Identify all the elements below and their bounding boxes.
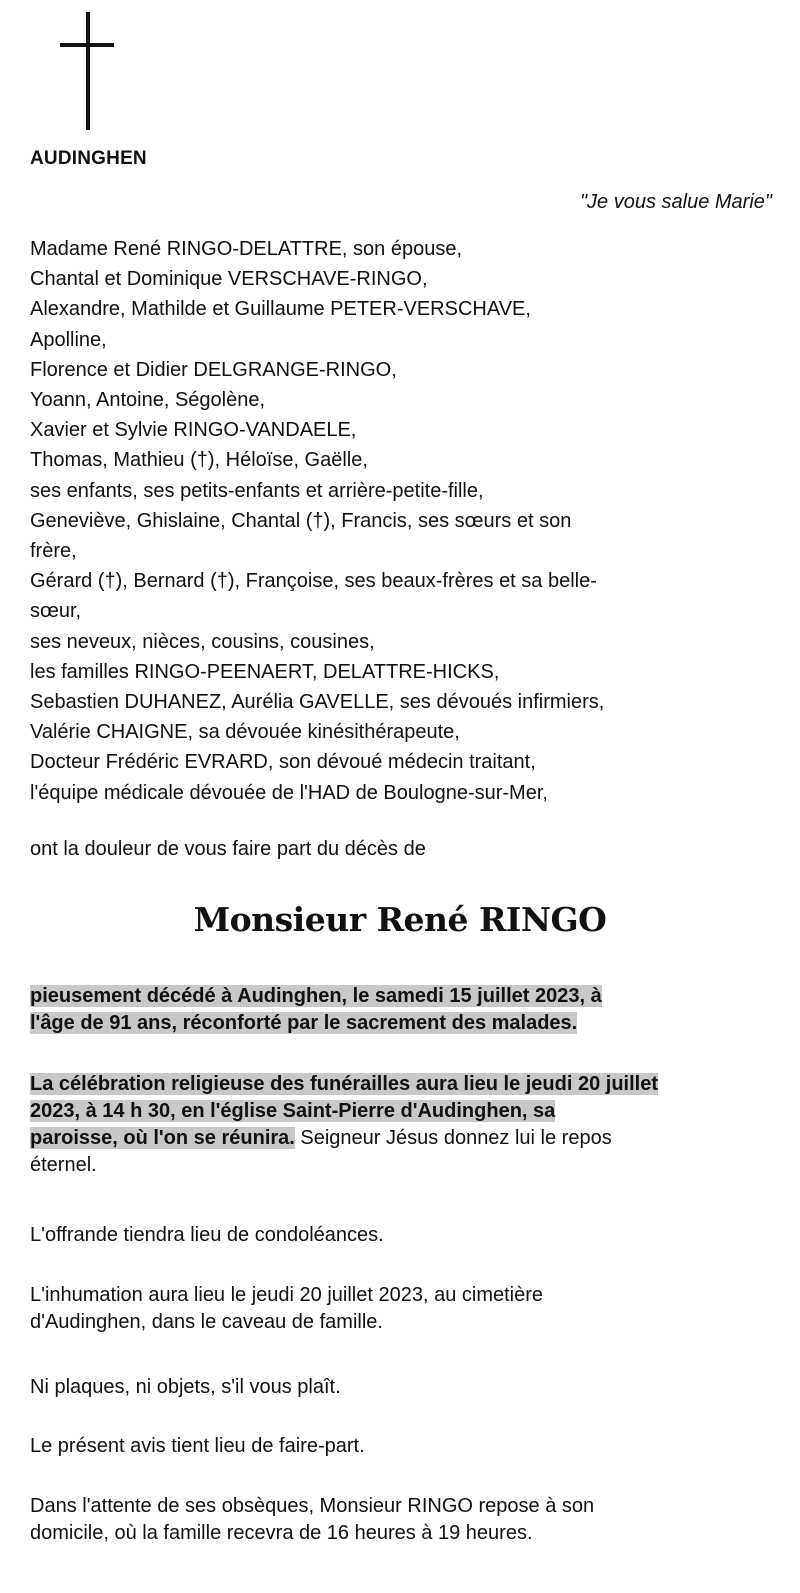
family-line: Yoann, Antoine, Ségolène, [30, 389, 266, 412]
family-line: Thomas, Mathieu (†), Héloïse, Gaëlle, [30, 449, 368, 472]
ceremony-line-highlight: paroisse, où l'on se réunira. [30, 1127, 295, 1149]
family-line: Xavier et Sylvie RINGO-VANDAELE, [30, 419, 357, 442]
death-line: pieusement décédé à Audinghen, le samedi 15 juillet 2023, à [30, 985, 602, 1007]
no-flowers-text: Ni plaques, ni objets, s'il vous plaît. [30, 1376, 341, 1398]
offering-text: L'offrande tiendra lieu de condoléances. [30, 1224, 384, 1246]
burial-details [30, 1282, 778, 1336]
cross-icon [60, 12, 114, 130]
cross-horizontal-bar [60, 43, 114, 47]
family-list [30, 234, 778, 808]
family-line: Sebastien DUHANEZ, Aurélia GAVELLE, ses dévoués infirmiers, [30, 691, 605, 714]
family-line: ses neveux, nièces, cousins, cousines, [30, 630, 375, 653]
ceremony-line: La célébration religieuse des funérailles aura lieu le jeudi 20 juillet [30, 1073, 659, 1095]
family-line: frère, [30, 540, 77, 563]
family-line: Valérie CHAIGNE, sa dévouée kinésithérapeute, [30, 721, 460, 744]
prayer-quote: "Je vous salue Marie" [579, 191, 772, 213]
death-line: l'âge de 91 ans, réconforté par le sacrement des malades. [30, 1012, 578, 1034]
family-line: Chantal et Dominique VERSCHAVE-RINGO, [30, 268, 428, 291]
family-line: les familles RINGO-PEENAERT, DELATTRE-HICKS, [30, 660, 500, 683]
family-line: Alexandre, Mathilde et Guillaume PETER-VERSCHAVE, [30, 298, 531, 321]
family-line: Geneviève, Ghislaine, Chantal (†), Francis, ses sœurs et son [30, 509, 572, 532]
burial-line: L'inhumation aura lieu le jeudi 20 juillet 2023, au cimetière [30, 1284, 544, 1306]
cross-vertical-bar [86, 12, 90, 130]
family-line: sœur, [30, 600, 82, 623]
deceased-name: Monsieur René RINGO [193, 900, 607, 939]
visitation-line: domicile, où la famille recevra de 16 heures à 19 heures. [30, 1522, 533, 1544]
family-line: Apolline, [30, 328, 107, 351]
family-line: Madame René RINGO-DELATTRE, son épouse, [30, 238, 463, 260]
announcement-intro: ont la douleur de vous faire part du décès de [30, 838, 426, 860]
ceremony-details [30, 1071, 778, 1179]
ceremony-line-rest: Seigneur Jésus donnez lui le repos [294, 1127, 612, 1149]
ceremony-line: éternel. [30, 1154, 97, 1176]
town-heading: AUDINGHEN [30, 148, 147, 169]
family-line: Docteur Frédéric EVRARD, son dévoué médecin traitant, [30, 751, 536, 774]
family-line: l'équipe médicale dévouée de l'HAD de Boulogne-sur-Mer, [30, 781, 548, 804]
family-line: Florence et Didier DELGRANGE-RINGO, [30, 358, 397, 381]
family-line: ses enfants, ses petits-enfants et arrière-petite-fille, [30, 479, 484, 502]
family-line: Gérard (†), Bernard (†), Françoise, ses beaux-frères et sa belle- [30, 570, 597, 593]
visitation-line: Dans l'attente de ses obsèques, Monsieur RINGO repose à son [30, 1495, 595, 1517]
visitation-details [30, 1493, 778, 1547]
notice-text: Le présent avis tient lieu de faire-part. [30, 1435, 365, 1457]
death-details [30, 983, 778, 1037]
burial-line: d'Audinghen, dans le caveau de famille. [30, 1311, 383, 1333]
ceremony-line: 2023, à 14 h 30, en l'église Saint-Pierre d'Audinghen, sa [30, 1100, 556, 1122]
